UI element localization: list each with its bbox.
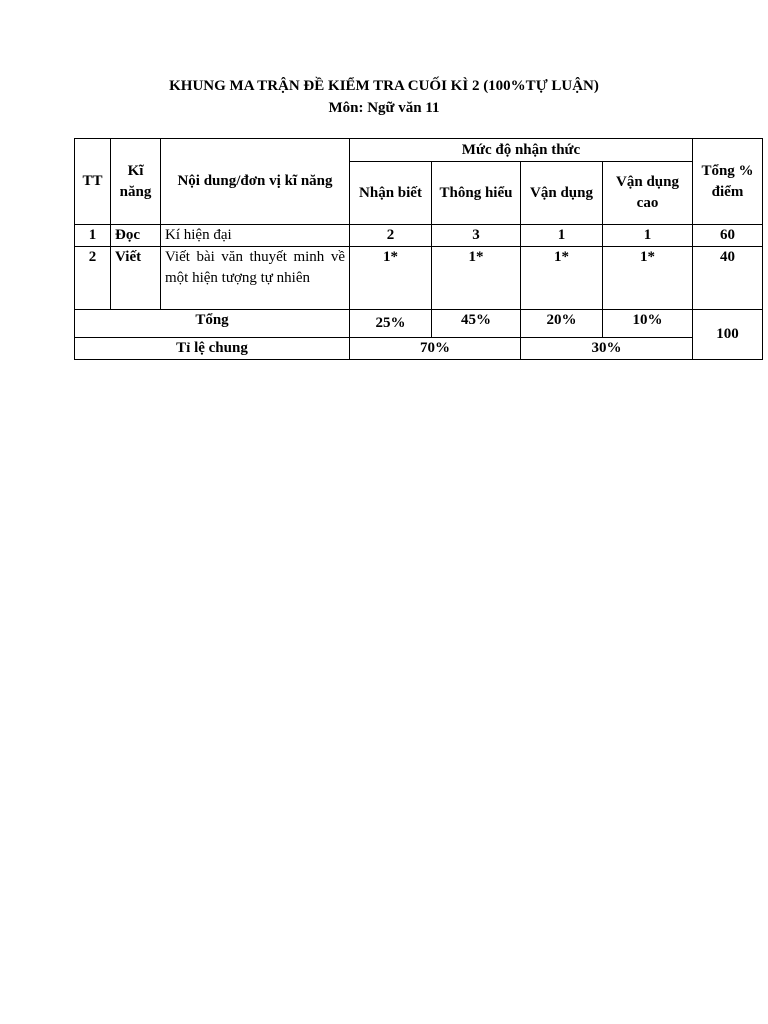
tong-label: Tổng <box>75 310 350 338</box>
cell-tt: 1 <box>75 225 111 247</box>
cell-ki-nang: Viết <box>111 247 161 310</box>
header-noi-dung: Nội dung/đơn vị kĩ năng <box>161 139 350 225</box>
header-ki-nang: Kĩ năng <box>111 139 161 225</box>
cell-nhan-biet: 2 <box>350 225 432 247</box>
ti-le-right: 30% <box>521 338 693 360</box>
document-title: KHUNG MA TRẬN ĐỀ KIỂM TRA CUỐI KÌ 2 (100%TỰ LUẬN) <box>169 78 599 94</box>
header-van-dung: Vận dụng <box>521 162 603 225</box>
cell-tt: 2 <box>75 247 111 310</box>
ti-le-left: 70% <box>350 338 521 360</box>
cell-ki-nang: Đọc <box>111 225 161 247</box>
ti-le-row <box>75 338 763 360</box>
cell-thong-hieu: 1* <box>432 247 521 310</box>
tong-thong-hieu: 45% <box>432 310 521 338</box>
cell-van-dung-cao: 1* <box>603 247 693 310</box>
cell-van-dung: 1 <box>521 225 603 247</box>
tong-nhan-biet: 25% <box>350 310 432 338</box>
document-subtitle: Môn: Ngữ văn 11 <box>328 100 440 116</box>
header-muc-do: Mức độ nhận thức <box>350 139 693 162</box>
table-row <box>75 247 763 310</box>
tong-van-dung: 20% <box>521 310 603 338</box>
cell-van-dung: 1* <box>521 247 603 310</box>
tong-row <box>75 310 763 338</box>
cell-nhan-biet: 1* <box>350 247 432 310</box>
cell-noi-dung: Viết bài văn thuyết minh về một hiện tượng tự nhiên <box>161 247 350 310</box>
header-row-1 <box>75 139 763 162</box>
tong-total: 100 <box>693 310 763 360</box>
ti-le-label: Tỉ lệ chung <box>75 338 350 360</box>
cell-tong: 40 <box>693 247 763 310</box>
tong-van-dung-cao: 10% <box>603 310 693 338</box>
header-thong-hieu: Thông hiểu <box>432 162 521 225</box>
header-tong-diem: Tổng % điểm <box>693 139 763 225</box>
table-row <box>75 225 763 247</box>
cell-van-dung-cao: 1 <box>603 225 693 247</box>
cell-tong: 60 <box>693 225 763 247</box>
header-nhan-biet: Nhận biết <box>350 162 432 225</box>
cell-thong-hieu: 3 <box>432 225 521 247</box>
assessment-matrix-table <box>74 138 763 360</box>
cell-noi-dung: Kí hiện đại <box>161 225 350 247</box>
header-tt: TT <box>75 139 111 225</box>
header-van-dung-cao: Vận dụng cao <box>603 162 693 225</box>
